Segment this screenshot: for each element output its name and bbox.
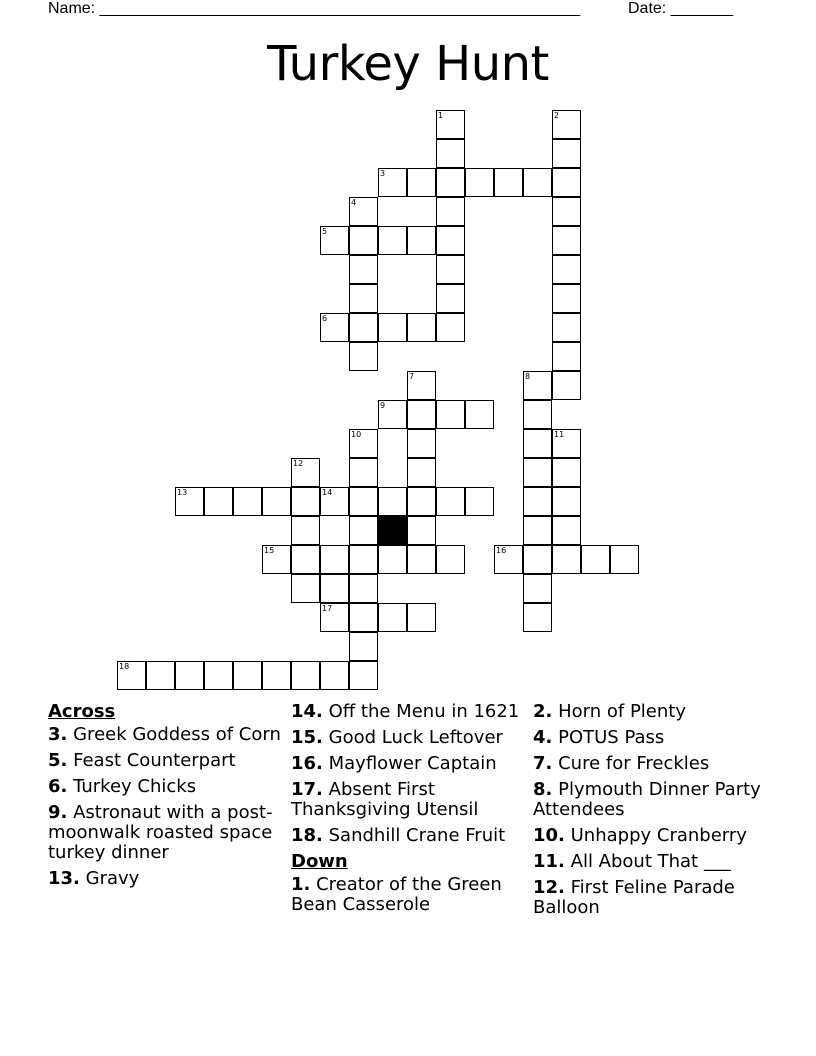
- grid-cell[interactable]: [291, 574, 320, 603]
- grid-cell[interactable]: [523, 545, 552, 574]
- clue-section-heading: Down: [291, 851, 348, 872]
- grid-cell[interactable]: [552, 139, 581, 168]
- clue-number: 12: [293, 459, 304, 468]
- grid-cell[interactable]: [349, 516, 378, 545]
- clue-number: 6: [322, 314, 328, 323]
- grid-cell[interactable]: [320, 226, 349, 255]
- grid-cell[interactable]: [407, 458, 436, 487]
- grid-cell[interactable]: [407, 516, 436, 545]
- clue-number: 8: [525, 372, 531, 381]
- clue: [48, 725, 284, 745]
- clue-number: 15: [264, 546, 275, 555]
- grid-cell[interactable]: [436, 226, 465, 255]
- grid-cell[interactable]: [436, 168, 465, 197]
- grid-cell[interactable]: [262, 487, 291, 516]
- clue-number: 2: [554, 111, 560, 120]
- grid-cell[interactable]: [349, 458, 378, 487]
- grid-cell[interactable]: [378, 226, 407, 255]
- clue: [533, 702, 769, 722]
- grid-cell[interactable]: [204, 661, 233, 690]
- grid-cell[interactable]: [349, 429, 378, 458]
- grid-cell[interactable]: [262, 545, 291, 574]
- clue-number: 4: [351, 198, 357, 207]
- clue-text: Astronaut with a post-moonwalk roasted space turkey dinner: [48, 802, 273, 863]
- grid-cell[interactable]: [552, 371, 581, 400]
- clue-text: Good Luck Leftover: [328, 727, 503, 748]
- page-title: Turkey Hunt: [267, 36, 549, 92]
- grid-cell[interactable]: [175, 661, 204, 690]
- clue-number: 2.: [533, 701, 553, 722]
- clue: [533, 826, 769, 846]
- grid-cell[interactable]: [378, 400, 407, 429]
- clue-number: 13.: [48, 868, 80, 889]
- clue-text: Turkey Chicks: [73, 776, 197, 797]
- grid-cell[interactable]: [552, 487, 581, 516]
- clue-text: Mayflower Captain: [328, 753, 497, 774]
- clue-text: Plymouth Dinner Party Attendees: [533, 779, 761, 820]
- grid-cell[interactable]: [349, 284, 378, 313]
- clue-text: First Feline Parade Balloon: [533, 877, 735, 918]
- grid-cell[interactable]: [465, 487, 494, 516]
- clue-number: 7.: [533, 753, 553, 774]
- clue-number: 9: [380, 401, 386, 410]
- grid-cell[interactable]: [320, 313, 349, 342]
- clue-number: 16.: [291, 753, 323, 774]
- clue-number: 9.: [48, 802, 68, 823]
- grid-cell[interactable]: [436, 487, 465, 516]
- grid-cell[interactable]: [320, 487, 349, 516]
- clue-text: Feast Counterpart: [73, 750, 236, 771]
- grid-cell[interactable]: [552, 168, 581, 197]
- clue: [291, 702, 527, 722]
- clue-number: 8.: [533, 779, 553, 800]
- clue-text: All About That ___: [570, 851, 731, 872]
- grid-cell[interactable]: [552, 458, 581, 487]
- grid-cell[interactable]: [552, 255, 581, 284]
- grid-cell[interactable]: [552, 342, 581, 371]
- clue-number: 5.: [48, 750, 68, 771]
- grid-cell[interactable]: [291, 661, 320, 690]
- grid-cell[interactable]: [552, 284, 581, 313]
- clue-number: 4.: [533, 727, 553, 748]
- clue-number: 12.: [533, 877, 565, 898]
- clue-number: 18.: [291, 825, 323, 846]
- clue: [291, 875, 527, 915]
- grid-cell[interactable]: [465, 400, 494, 429]
- grid-cell[interactable]: [523, 429, 552, 458]
- grid-cell[interactable]: [552, 197, 581, 226]
- clue: [533, 878, 769, 918]
- grid-cell[interactable]: [233, 487, 262, 516]
- clue-number: 3: [380, 169, 386, 178]
- grid-cell[interactable]: [349, 313, 378, 342]
- clue: [48, 777, 284, 797]
- grid-cell[interactable]: [436, 255, 465, 284]
- grid-cell[interactable]: [407, 168, 436, 197]
- clue-number: 3.: [48, 724, 68, 745]
- grid-cell[interactable]: [320, 574, 349, 603]
- grid-cell[interactable]: [436, 110, 465, 139]
- grid-cell[interactable]: [407, 603, 436, 632]
- grid-cell[interactable]: [523, 400, 552, 429]
- grid-cell[interactable]: [407, 226, 436, 255]
- clue-number: 1.: [291, 874, 311, 895]
- grid-cell[interactable]: [349, 632, 378, 661]
- grid-cell[interactable]: [349, 197, 378, 226]
- clue-number: 17: [322, 604, 333, 613]
- name-field[interactable]: Name: ______________________________________________________: [48, 0, 581, 17]
- grid-cell[interactable]: [552, 226, 581, 255]
- grid-cell[interactable]: [552, 516, 581, 545]
- clue-number: 6.: [48, 776, 68, 797]
- grid-cell[interactable]: [407, 371, 436, 400]
- grid-cell[interactable]: [378, 603, 407, 632]
- clue: [291, 754, 527, 774]
- clue-text: Unhappy Cranberry: [570, 825, 747, 846]
- clue: [291, 826, 527, 846]
- clue-number: 7: [409, 372, 415, 381]
- grid-cell[interactable]: [552, 110, 581, 139]
- clue: [533, 728, 769, 748]
- clue: [291, 728, 527, 748]
- grid-cell[interactable]: [291, 516, 320, 545]
- clue-number: 17.: [291, 779, 323, 800]
- grid-cell[interactable]: [262, 661, 291, 690]
- clue-number: 14.: [291, 701, 323, 722]
- clue-number: 1: [438, 111, 444, 120]
- grid-cell[interactable]: [349, 574, 378, 603]
- grid-cell[interactable]: [436, 197, 465, 226]
- grid-cell[interactable]: [349, 226, 378, 255]
- grid-cell[interactable]: [291, 487, 320, 516]
- clue-text: Sandhill Crane Fruit: [328, 825, 506, 846]
- grid-cell[interactable]: [436, 545, 465, 574]
- clue-number: 10: [351, 430, 362, 439]
- clue: [48, 751, 284, 771]
- grid-cell[interactable]: [146, 661, 175, 690]
- grid-cell[interactable]: [407, 487, 436, 516]
- grid-cell[interactable]: [291, 545, 320, 574]
- grid-cell[interactable]: [204, 487, 233, 516]
- clue-text: Creator of the Green Bean Casserole: [291, 874, 502, 915]
- clue-column-3: [533, 702, 769, 924]
- grid-cell[interactable]: [610, 545, 639, 574]
- grid-cell[interactable]: [378, 487, 407, 516]
- clue-number: 11.: [533, 851, 565, 872]
- grid-cell[interactable]: [436, 284, 465, 313]
- grid-cell[interactable]: [378, 168, 407, 197]
- grid-cell[interactable]: [523, 458, 552, 487]
- grid-cell[interactable]: [465, 168, 494, 197]
- clue-text: Absent First Thanksgiving Utensil: [291, 779, 479, 820]
- grid-cell[interactable]: [378, 313, 407, 342]
- clue-text: Off the Menu in 1621: [328, 701, 520, 722]
- grid-cell[interactable]: [407, 429, 436, 458]
- grid-cell[interactable]: [175, 487, 204, 516]
- grid-cell[interactable]: [523, 516, 552, 545]
- grid-cell[interactable]: [349, 487, 378, 516]
- grid-cell[interactable]: [436, 139, 465, 168]
- clue-number: 15.: [291, 727, 323, 748]
- clue-number: 14: [322, 488, 333, 497]
- grid-cell[interactable]: [523, 487, 552, 516]
- grid-cell[interactable]: [552, 313, 581, 342]
- clue-number: 11: [554, 430, 565, 439]
- clue: [48, 869, 284, 889]
- grid-cell[interactable]: [291, 458, 320, 487]
- grid-cell[interactable]: [117, 661, 146, 690]
- grid-cell[interactable]: [233, 661, 262, 690]
- grid-cell[interactable]: [349, 661, 378, 690]
- clue: [533, 780, 769, 820]
- grid-cell[interactable]: [494, 168, 523, 197]
- date-field[interactable]: Date: _______: [628, 0, 733, 17]
- clue-text: Cure for Freckles: [558, 753, 710, 774]
- grid-cell[interactable]: [494, 545, 523, 574]
- clue-column-2: [291, 702, 527, 921]
- clue-number: 10.: [533, 825, 565, 846]
- grid-cell[interactable]: [523, 371, 552, 400]
- clue-text: Gravy: [85, 868, 140, 889]
- grid-cell[interactable]: [320, 661, 349, 690]
- grid-cell[interactable]: [349, 603, 378, 632]
- grid-cell[interactable]: [349, 255, 378, 284]
- clue-text: Horn of Plenty: [558, 701, 686, 722]
- clue-number: 16: [496, 546, 507, 555]
- grid-cell[interactable]: [523, 603, 552, 632]
- grid-cell[interactable]: [378, 545, 407, 574]
- grid-cell[interactable]: [436, 313, 465, 342]
- clue-number: 13: [177, 488, 188, 497]
- grid-cell[interactable]: [436, 400, 465, 429]
- clue: [291, 780, 527, 820]
- grid-cell[interactable]: [407, 545, 436, 574]
- grid-cell[interactable]: [320, 603, 349, 632]
- clue-text: Greek Goddess of Corn: [73, 724, 281, 745]
- grid-cell[interactable]: [552, 429, 581, 458]
- grid-cell[interactable]: [581, 545, 610, 574]
- grid-cell[interactable]: [349, 342, 378, 371]
- clue: [533, 852, 769, 872]
- grid-cell[interactable]: [407, 313, 436, 342]
- grid-cell[interactable]: [552, 545, 581, 574]
- grid-cell[interactable]: [320, 545, 349, 574]
- clue-number: 5: [322, 227, 328, 236]
- clue-text: POTUS Pass: [558, 727, 665, 748]
- grid-cell[interactable]: [349, 545, 378, 574]
- blocked-cell: [378, 516, 407, 545]
- clue-section-heading: Across: [48, 701, 116, 722]
- clue-number: 18: [119, 662, 130, 671]
- grid-cell[interactable]: [407, 400, 436, 429]
- grid-cell[interactable]: [523, 574, 552, 603]
- clue: [533, 754, 769, 774]
- clue: [48, 803, 284, 863]
- grid-cell[interactable]: [523, 168, 552, 197]
- clue-column-1: [48, 702, 284, 895]
